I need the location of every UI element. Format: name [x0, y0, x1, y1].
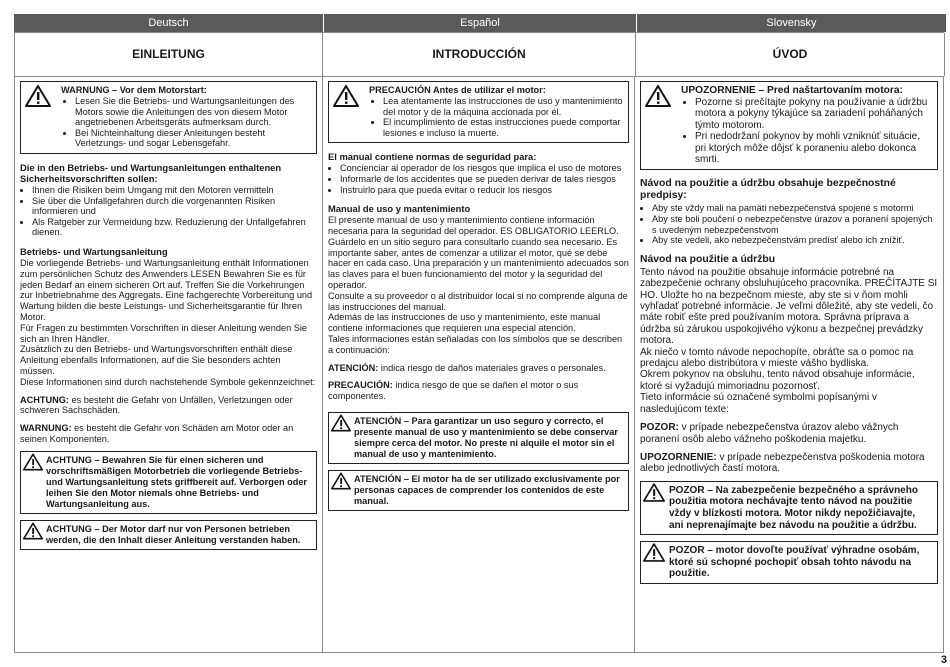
language-label-sk: Slovensky — [637, 14, 946, 32]
caution-box-text: ACHTUNG – Der Motor darf nur von Personen betrieben werden, die den Inhalt dieser Anleitung verstanden haben. — [46, 523, 301, 545]
symbol-label: POZOR: — [640, 422, 679, 434]
caution-box — [328, 470, 629, 511]
safety-list-item: • Sie über die Unfallgefahren durch die vorgenannten Risiken informieren und — [32, 196, 317, 217]
warning-box-title: WARNUNG – Vor dem Motorstart: — [61, 85, 207, 95]
caution-box — [640, 481, 938, 535]
symbol-definition-2 — [328, 380, 629, 402]
caution-box — [640, 541, 938, 584]
warning-triangle-icon — [331, 414, 351, 432]
safety-heading: Die in den Betriebs- und Wartungsanleitungen enthaltenen Sicherheitsvorschriften sollen: — [20, 161, 282, 184]
symbol-label: WARNUNG: — [20, 423, 72, 434]
symbol-label: PRECAUCIÓN: — [328, 380, 393, 391]
paragraph: Además de las instrucciones de uso y mantenimiento, este manual contiene informaciones que requieren una especial atención. — [328, 312, 601, 334]
paragraph: Tales informaciones están señaladas con los símbolos que se describen a continuación: — [328, 333, 623, 355]
symbol-text: v prípade nebezpečenstva úrazov alebo vážnych poranení osôb alebo vážneho poškodenia majetku. — [640, 422, 899, 445]
symbol-label: ATENCIÓN: — [328, 362, 379, 373]
section-title-row — [14, 32, 944, 77]
caution-box — [328, 412, 629, 464]
symbol-definition-2 — [640, 452, 938, 475]
warning-box — [20, 81, 317, 154]
column-sk — [635, 76, 944, 652]
warning-box — [640, 81, 938, 170]
column-es — [323, 76, 635, 652]
manual-heading: Návod na použitie a údržbu — [640, 253, 776, 265]
symbol-text: indica riesgo de que se dañen el motor o sus componentes. — [328, 380, 579, 402]
warning-triangle-icon — [23, 522, 43, 540]
safety-list-item: • Aby ste vedeli, ako nebezpečenstvám predísť alebo ich znížiť. — [652, 235, 938, 246]
warning-box-title: UPOZORNENIE – Pred naštartovaním motora: — [681, 85, 903, 96]
safety-list-item: • Aby ste boli poučení o nebezpečenstve úrazov a poranení spojených s uvedeným nebezpečenstvom — [652, 214, 938, 235]
warning-triangle-icon — [643, 543, 665, 562]
warning-box-item: • Bei Nichteinhaltung dieser Anleitungen besteht Verletzungs- und sogar Lebensgefahr. — [75, 128, 311, 149]
paragraph: Die vorliegende Betriebs- und Wartungsanleitung enthält Informationen zum persönlichen Schutz des Anwenders LESEN Bewahren Sie es für jeden Bedarf an einem sicheren Ort auf. Treffen Sie die Vorkehrungen zur Inbetriebnahme des Aggregats. Eine fachgerechte Vorbereitung und Wartung bilden die beste Leistungs- und Sicherheitsgarantie für Ihren Motor. — [20, 257, 313, 322]
symbol-definition-2 — [20, 423, 317, 445]
warning-triangle-icon — [645, 85, 671, 107]
caution-box — [20, 520, 317, 550]
caution-box-text: POZOR – motor dovoľte používať výhradne osobám, ktoré sú schopné pochopiť obsah tohto návodu na použitie. — [669, 545, 920, 580]
column-de — [14, 76, 323, 652]
content-columns — [14, 76, 944, 653]
paragraph: Tieto informácie sú označené symbolmi popísanými v nasledujúcom texte: — [640, 392, 877, 415]
safety-list-item: • Als Ratgeber zur Vermeidung bzw. Reduzierung der Unfallgefahren dienen. — [32, 217, 317, 238]
section-title-de: EINLEITUNG — [14, 33, 323, 76]
manual-heading: Manual de uso y mantenimiento — [328, 203, 471, 215]
paragraph: Zusätzlich zu den Betriebs- und Wartungsvorschriften enthält diese Anleitung ebenfalls Informationen, auf die Sie besonders achten müssen. — [20, 344, 293, 376]
symbol-label: ACHTUNG: — [20, 394, 69, 405]
warning-triangle-icon — [333, 85, 359, 107]
paragraph: Diese Informationen sind durch nachstehende Symbole gekennzeichnet: — [20, 376, 316, 387]
warning-box-title: PRECAUCIÓN Antes de utilizar el motor: — [369, 85, 546, 95]
warning-box-item: • Pozorne si prečítajte pokyny na používanie a údržbu motora a pokyny týkajúce sa zariadení poháňaných týmto motorom. — [695, 97, 932, 131]
caution-box-text: POZOR – Na zabezpečenie bezpečného a správneho použitia motora nechávajte tento návod na použitie vždy v blízkosti motora. Motor nikdy nepožičiavajte, ani neprenajímajte bez návodu na použitie a údržbu. — [669, 484, 918, 531]
warning-triangle-icon — [643, 483, 665, 502]
section-title-sk: ÚVOD — [636, 33, 945, 76]
warning-triangle-icon — [23, 453, 43, 471]
language-header-row — [14, 14, 944, 32]
symbol-definition-1 — [640, 422, 938, 445]
safety-heading: El manual contiene normas de seguridad para: — [328, 151, 537, 163]
symbol-definition-1 — [328, 363, 629, 374]
safety-heading: Návod na použitie a údržbu obsahuje bezpečnostné predpisy: — [640, 178, 896, 202]
paragraph: El presente manual de uso y mantenimiento contiene información necesaria para la seguridad del operador. ES OBLIGATORIO LEERLO. Guárdelo en un sitio seguro para consultarlo cuando sea necesario. Es importante saber, antes de comenzar a utilizar el motor, qué se debe hacer en cada caso. Una preparación y un mantenimiento adecuados son las claves para el buen funcionamiento del motor y la seguridad del operador. — [328, 215, 629, 290]
page-number: 3 — [940, 654, 947, 666]
warning-triangle-icon — [25, 85, 51, 107]
safety-list-item: • Ihnen die Risiken beim Umgang mit den Motoren vermitteln — [32, 185, 317, 196]
warning-triangle-icon — [331, 472, 351, 490]
paragraph: Tento návod na použitie obsahuje informácie potrebné na zabezpečenie ochrany obsluhujúceho pracovníka. PREČÍTAJTE SI HO. Uložte ho na bezpečnom mieste, aby ste si v ňom mohli vyhľadať potrebné informácie. Je veľmi dôležité, aby ste vedeli, čo máte robiť ešte pred používaním motora. Správna príprava a údržba sú zárukou uspokojivého výkonu a bezpečnej prevádzky motora. — [640, 266, 938, 347]
symbol-definition-1 — [20, 395, 317, 417]
symbol-text: es besteht die Gefahr von Schäden am Motor oder an seinen Komponenten. — [20, 423, 294, 444]
symbol-label: UPOZORNENIE: — [640, 451, 717, 463]
paragraph: Okrem pokynov na obsluhu, tento návod obsahuje informácie, ktoré si vyžadujú mimoriadnu pozornosť. — [640, 369, 915, 392]
safety-list-item: • Concienciar al operador de los riesgos que implica el uso de motores — [340, 163, 629, 174]
manual-page — [14, 14, 944, 652]
warning-box — [328, 81, 629, 143]
symbol-text: es besteht die Gefahr von Unfällen, Verletzungen oder schweren Sachschäden. — [20, 394, 293, 416]
paragraph: Für Fragen zu bestimmten Vorschriften in dieser Anleitung wenden Sie sich an Ihren Händler. — [20, 322, 308, 344]
section-title-es: INTRODUCCIÓN — [323, 33, 636, 76]
caution-box — [20, 451, 317, 514]
manual-heading: Betriebs- und Wartungsanleitung — [20, 245, 168, 257]
warning-box-item: • El incumplimiento de estas instrucciones puede comportar lesiones e incluso la muerte. — [383, 117, 623, 138]
safety-list-item: • Instruirlo para que pueda evitar o reducir los riesgos — [340, 185, 629, 196]
safety-list-item: • Aby ste vždy mali na pamäti nebezpečenstvá spojené s motormi — [652, 203, 938, 214]
safety-list-item: • Informarle de los accidentes que se pueden derivar de tales riesgos — [340, 174, 629, 185]
warning-box-item: • Lesen Sie die Betriebs- und Wartungsanleitungen des Motors sowie die Anleitungen des von diesem Motor angetriebenen Arbeitsgeräts aufmerksam durch. — [75, 96, 311, 128]
symbol-text: v prípade nebezpečenstva poškodenia motora alebo jednotlivých častí motora. — [640, 451, 925, 475]
paragraph: Consulte a su proveedor o al distribuidor local si no comprende alguna de las instrucciones del manual. — [328, 290, 628, 312]
warning-box-item: • Pri nedodržaní pokynov by mohli vzniknúť situácie, pri ktorých môže dôjsť k poraneniu alebo dokonca smrti. — [695, 131, 932, 165]
language-label-es: Español — [324, 14, 637, 32]
caution-box-text: ATENCIÓN – Para garantizar un uso seguro y correcto, el presente manual de uso y mantenimiento se debe conservar siempre cerca del motor. No preste ni alquile el motor sin el manual de uso y mantenimiento. — [354, 415, 618, 459]
warning-box-item: • Lea atentamente las instrucciones de uso y mantenimiento del motor y de la máquina accionada por él. — [383, 96, 623, 117]
symbol-text: indica riesgo de daños materiales graves o personales. — [378, 362, 606, 373]
paragraph: Ak niečo v tomto návode nepochopíte, obráťte sa o pomoc na predajcu alebo distribútora v mieste vášho bydliska. — [640, 346, 914, 370]
caution-box-text: ATENCIÓN – El motor ha de ser utilizado exclusivamente por personas capaces de comprender los contenidos de este manual. — [354, 473, 620, 506]
language-label-de: Deutsch — [14, 14, 324, 32]
caution-box-text: ACHTUNG – Bewahren Sie für einen sicheren und vorschriftsmäßigen Motorbetrieb die vorliegende Betriebs- und Wartungsanleitung stets griffbereit auf. Verborgen oder leihen Sie den Motor niemals ohne Betriebs- und Wartungsanleitung aus. — [46, 454, 308, 509]
